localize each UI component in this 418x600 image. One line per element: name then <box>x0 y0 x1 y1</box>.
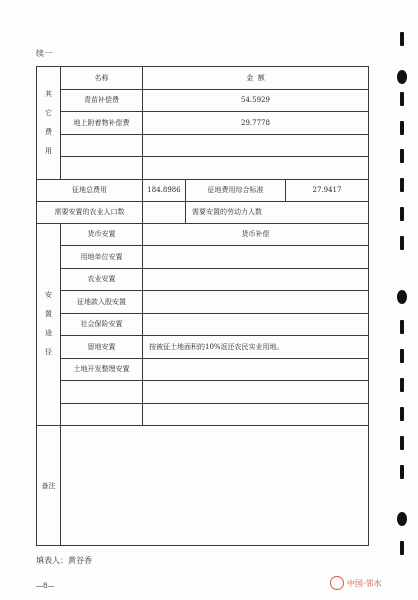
other-cost-amount[interactable] <box>143 157 369 180</box>
binding-hole-icon <box>397 70 407 84</box>
resettlement-method: 农业安置 <box>61 268 143 291</box>
resettlement-detail[interactable]: 货币补偿 <box>143 223 369 246</box>
binding-hole-icon <box>400 320 404 334</box>
other-cost-amount[interactable] <box>143 134 369 157</box>
filler-label: 填表人： <box>36 556 68 565</box>
resettlement-method <box>61 381 143 404</box>
resettlement-method <box>61 403 143 426</box>
resettlement-section-label: 安 置 途 径 <box>37 223 61 426</box>
total-cost-value[interactable]: 184.8986 <box>143 179 186 201</box>
resettlement-method: 留地安置 <box>61 336 143 359</box>
binding-hole-icon <box>400 149 404 163</box>
watermark-stamp <box>330 576 382 590</box>
other-cost-name <box>61 134 143 157</box>
binding-hole-icon <box>400 349 404 363</box>
other-cost-row <box>37 89 369 112</box>
binding-hole-icon <box>397 290 407 304</box>
binding-hole-icon <box>400 92 404 106</box>
binding-hole-icon <box>400 407 404 421</box>
binding-hole-icon <box>400 121 404 135</box>
amount-column-header: 金 额 <box>143 67 369 90</box>
resettlement-row <box>37 358 369 381</box>
other-cost-name <box>61 157 143 180</box>
other-cost-name: 青苗补偿费 <box>61 89 143 112</box>
filler-signature <box>36 555 92 566</box>
binding-holes <box>396 0 418 600</box>
cost-standard-value[interactable]: 27.9417 <box>286 179 369 201</box>
agri-population-value[interactable] <box>143 201 186 223</box>
binding-hole-icon <box>400 436 404 450</box>
name-column-header: 名称 <box>61 67 143 90</box>
emblem-icon <box>330 576 344 590</box>
agri-population-label: 需要安置的农业人口数 <box>37 201 143 223</box>
resettlement-detail[interactable] <box>143 313 369 336</box>
resettlement-method: 征地款入股安置 <box>61 291 143 314</box>
page-number: —8— <box>36 582 55 590</box>
binding-hole-icon <box>400 207 404 221</box>
other-cost-row <box>37 112 369 135</box>
remarks-field[interactable] <box>61 426 369 546</box>
population-row <box>37 201 369 223</box>
resettlement-detail[interactable] <box>143 246 369 269</box>
resettlement-row <box>37 246 369 269</box>
other-cost-name: 地上附着物补偿费 <box>61 112 143 135</box>
stamp-text: 中国·邻水 <box>347 578 382 588</box>
other-cost-amount[interactable]: 29.7778 <box>143 112 369 135</box>
total-cost-row <box>37 179 369 201</box>
binding-hole-icon <box>400 32 404 46</box>
resettlement-detail[interactable] <box>143 291 369 314</box>
resettlement-detail[interactable] <box>143 403 369 426</box>
land-compensation-form <box>36 66 369 546</box>
resettlement-method: 土地开发整理安置 <box>61 358 143 381</box>
resettlement-detail[interactable] <box>143 358 369 381</box>
labor-count-label: 需要安置的劳动力人数 <box>186 201 369 223</box>
resettlement-detail[interactable] <box>143 268 369 291</box>
resettlement-row <box>37 291 369 314</box>
filler-name: 黄谷香 <box>68 556 92 565</box>
resettlement-row <box>37 223 369 246</box>
resettlement-row <box>37 336 369 359</box>
other-cost-row <box>37 157 369 180</box>
total-cost-label: 征地总费用 <box>37 179 143 201</box>
remarks-row <box>37 426 369 546</box>
binding-hole-icon <box>400 178 404 192</box>
binding-hole-icon <box>397 512 407 526</box>
resettlement-row <box>37 403 369 426</box>
other-cost-amount[interactable]: 54.5929 <box>143 89 369 112</box>
binding-hole-icon <box>400 378 404 392</box>
binding-hole-icon <box>400 465 404 479</box>
continued-label: 续一 <box>36 49 53 58</box>
cost-standard-label: 征地费用综合标准 <box>186 179 286 201</box>
resettlement-method: 社会保险安置 <box>61 313 143 336</box>
resettlement-row <box>37 381 369 404</box>
resettlement-row <box>37 268 369 291</box>
resettlement-method: 用地单位安置 <box>61 246 143 269</box>
resettlement-row <box>37 313 369 336</box>
other-costs-section-label: 其 它 费 用 <box>37 67 61 180</box>
resettlement-detail[interactable] <box>143 381 369 404</box>
remarks-label: 备注 <box>37 426 61 546</box>
other-costs-header-row <box>37 67 369 90</box>
resettlement-method: 货币安置 <box>61 223 143 246</box>
resettlement-detail[interactable]: 按被征土地面积的10%返还农民实业用地。 <box>143 336 369 359</box>
binding-hole-icon <box>400 236 404 250</box>
other-cost-row <box>37 134 369 157</box>
binding-hole-icon <box>400 541 404 555</box>
